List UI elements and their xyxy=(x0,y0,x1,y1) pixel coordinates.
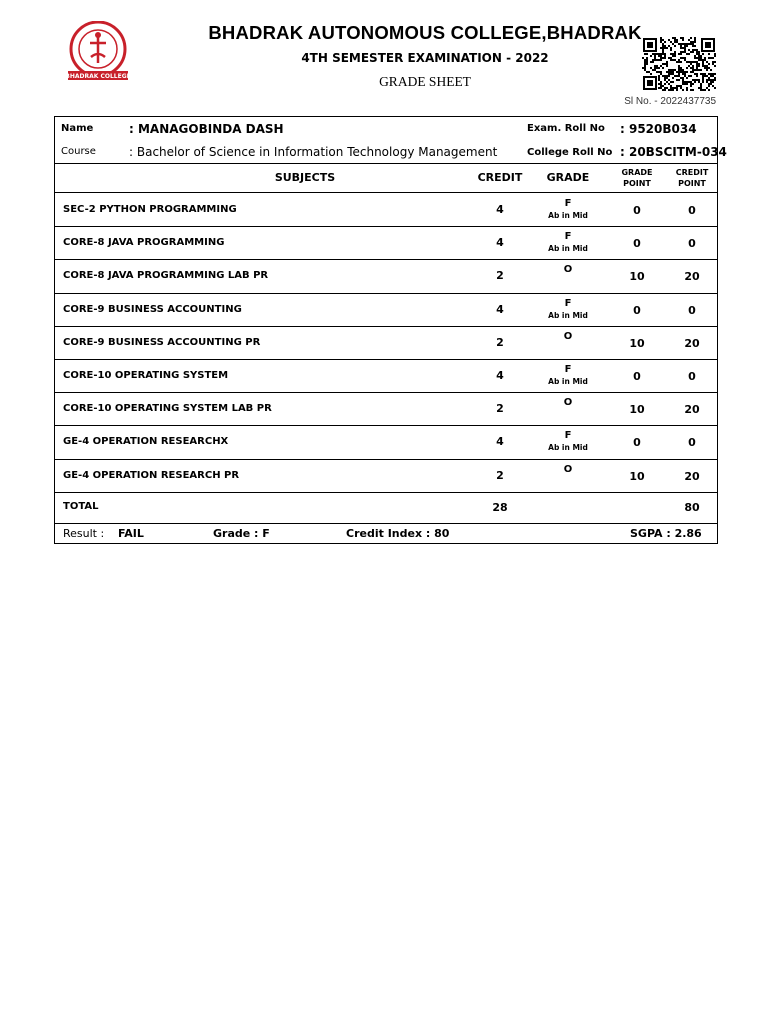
subject-name: GE-4 OPERATION RESEARCHX xyxy=(63,436,229,448)
grade-point: 0 xyxy=(633,370,641,383)
subject-credit: 2 xyxy=(496,468,504,482)
grade-point: 10 xyxy=(629,336,645,350)
result-label: Result : xyxy=(63,527,105,540)
sgpa: SGPA : 2.86 xyxy=(630,527,702,540)
subject-name: CORE-9 BUSINESS ACCOUNTING PR xyxy=(63,336,261,348)
subject-name: CORE-10 OPERATING SYSTEM LAB PR xyxy=(63,403,272,415)
grade-point: 0 xyxy=(633,303,641,317)
header-grade-point: GRADE POINT xyxy=(621,168,653,188)
subject-grade: O xyxy=(563,330,573,342)
subject-grade: O xyxy=(563,264,573,276)
result-value: FAIL xyxy=(118,527,144,540)
sheet-title: GRADE SHEET xyxy=(379,74,471,89)
college-roll-label: College Roll No xyxy=(527,147,613,158)
subject-credit: 4 xyxy=(496,435,504,449)
exam-title: 4TH SEMESTER EXAMINATION - 2022 xyxy=(301,51,549,65)
grade-point: 0 xyxy=(633,204,641,217)
subject-grade: O xyxy=(563,463,573,475)
credit-point: 0 xyxy=(688,370,696,383)
subject-grade: F xyxy=(564,430,572,442)
subject-name: SEC-2 PYTHON PROGRAMMING xyxy=(63,204,237,215)
table-row xyxy=(55,359,717,392)
table-row xyxy=(55,459,717,492)
credit-point: 0 xyxy=(688,237,696,251)
name-label: Name xyxy=(61,123,94,134)
header-credit-point: CREDIT POINT xyxy=(675,168,709,188)
grade-point: 10 xyxy=(629,403,645,417)
credit-point: 0 xyxy=(688,303,696,317)
qr-code xyxy=(642,37,716,91)
subject-name: CORE-9 BUSINESS ACCOUNTING xyxy=(63,303,242,315)
exam-roll-value: : 9520B034 xyxy=(620,122,697,136)
name-value: : MANAGOBINDA DASH xyxy=(129,122,284,136)
table-row xyxy=(55,226,717,259)
subject-grade: F xyxy=(564,198,572,209)
credit-point: 0 xyxy=(688,436,696,450)
subject-grade: F xyxy=(564,297,572,309)
credit-point: 20 xyxy=(684,469,700,483)
header-subjects: SUBJECTS xyxy=(274,171,336,184)
subject-credit: 4 xyxy=(496,302,504,316)
total-label: TOTAL xyxy=(63,501,99,512)
credit-point: 0 xyxy=(688,204,696,217)
header-grade: GRADE xyxy=(546,171,590,184)
subject-credit: 4 xyxy=(496,236,504,250)
subject-credit: 4 xyxy=(496,203,504,216)
subject-credit: 2 xyxy=(496,335,504,349)
total-credit-point: 80 xyxy=(684,501,700,514)
course-label: Course xyxy=(61,146,96,157)
credit-index: Credit Index : 80 xyxy=(346,527,450,540)
college-roll-value: : 20BSCITM-034 xyxy=(620,145,727,159)
grade-note: Ab in Mid xyxy=(548,211,588,220)
subject-credit: 4 xyxy=(496,369,504,382)
table-row xyxy=(55,326,717,359)
credit-point: 20 xyxy=(684,270,700,284)
grade-point: 10 xyxy=(629,469,645,483)
grade-point: 0 xyxy=(633,436,641,450)
subject-grade: F xyxy=(564,231,572,243)
grade-point: 0 xyxy=(633,237,641,251)
header-credit: CREDIT xyxy=(477,171,523,184)
subject-name: CORE-10 OPERATING SYSTEM xyxy=(63,370,229,381)
college-logo xyxy=(63,21,133,85)
course-value: : Bachelor of Science in Information Technology Management xyxy=(129,145,498,159)
grade-sheet-table xyxy=(54,116,727,544)
grade-note: Ab in Mid xyxy=(548,443,588,453)
serial-number: Sl No. - 2022437735 xyxy=(624,96,716,107)
grade-note: Ab in Mid xyxy=(548,377,588,386)
subject-credit: 2 xyxy=(496,402,504,416)
subject-name: GE-4 OPERATION RESEARCH PR xyxy=(63,469,240,481)
total-credit: 28 xyxy=(492,501,508,514)
table-row xyxy=(55,392,717,425)
subject-grade: F xyxy=(564,364,572,375)
subject-grade: O xyxy=(563,397,573,409)
table-row xyxy=(55,425,717,458)
subject-name: CORE-8 JAVA PROGRAMMING LAB PR xyxy=(63,270,269,282)
grade-point: 10 xyxy=(629,270,645,284)
credit-point: 20 xyxy=(684,403,700,417)
grade-note: Ab in Mid xyxy=(548,310,588,320)
college-name: BHADRAK AUTONOMOUS COLLEGE,BHADRAK xyxy=(208,22,642,43)
overall-grade: Grade : F xyxy=(213,527,270,540)
logo-banner-text: BHADRAK COLLEGE xyxy=(65,73,131,80)
subject-credit: 2 xyxy=(496,269,504,283)
grade-note: Ab in Mid xyxy=(548,244,588,254)
subject-name: CORE-8 JAVA PROGRAMMING xyxy=(63,237,225,249)
table-row xyxy=(55,193,717,226)
credit-point: 20 xyxy=(684,336,700,350)
exam-roll-label: Exam. Roll No xyxy=(527,123,605,134)
table-row xyxy=(55,259,717,292)
table-row xyxy=(55,293,717,326)
